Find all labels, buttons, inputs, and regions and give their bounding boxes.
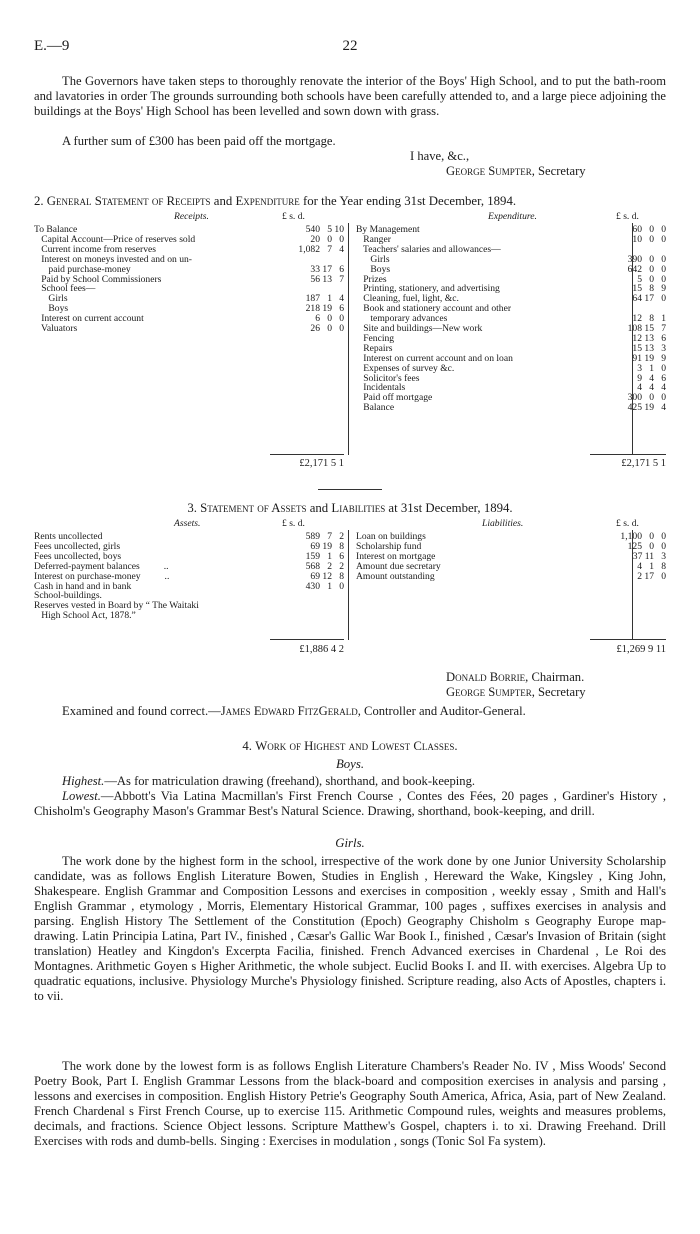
secretary-name: George Sumpter (446, 685, 532, 699)
total-rule (590, 454, 666, 455)
statement-item-amount: 4 1 8 (637, 560, 666, 572)
lowest-text: —Abbott's Via Latina Macmillan's First French Course , Contes des Fées, 20 pages , Gardiner's History , Chisholm's Geography Mason's Grammar Best's Natural Science. Drawing, shorthand, book-keeping, and drill. (34, 789, 666, 818)
chairman-role: , Chairman. (525, 670, 585, 684)
section-4-number: 4. (242, 739, 256, 753)
statement-item-label: Printing, stationery, and advertising (356, 283, 500, 295)
mortgage-paragraph: A further sum of £300 has been paid off the mortgage. (62, 134, 336, 148)
statement-item-amount: 15 8 9 (632, 283, 666, 295)
column-divider (632, 223, 633, 455)
intro-paragraph: The Governors have taken steps to thoroughly renovate the interior of the Boys' High School, and to put the bath-room and lavatories in order The grounds surrounding both schools have been carefully attended to, and a large piece adjoining the buildings at the Boys' High School has been levelled and sown down with grass. (34, 74, 666, 118)
statement-item-amount: 64 17 0 (632, 293, 666, 305)
statement-item-amount: 430 1 0 (305, 580, 344, 592)
auditor-role: , Controller and Auditor-General. (357, 704, 526, 718)
section-3-title-part1: Statement of Assets (200, 501, 307, 515)
statement-item-amount: 540 5 10 (305, 224, 344, 235)
assets-currency-heading: £ s. d. (282, 518, 305, 529)
section-2-title (34, 193, 666, 209)
boys-highest-paragraph (34, 774, 666, 789)
liabilities-total: £1,269 9 11 (616, 644, 666, 655)
section-2-title-mid: and (210, 194, 236, 208)
statement-item-amount: 589 7 2 (305, 531, 344, 542)
expenditure-currency-heading: £ s. d. (616, 211, 639, 222)
statement-item-label: Cash in hand and in bank (34, 580, 132, 592)
statement-item-label: School fees— (34, 283, 96, 295)
receipts-total: £2,171 5 1 (299, 458, 344, 469)
statement-item-amount: 9 4 6 (637, 372, 666, 384)
statement-item-label: To Balance (34, 224, 78, 235)
statement-item-label: Boys (356, 263, 391, 275)
girls-highest-paragraph: The work done by the highest form in the school, irrespective of the work done by one Junior University Scholarship candidate, was as follows English Literature Bowen, Studies in English , Hereward the Wake, Kingsley , King John, Shakespeare. English Grammar and Composition Lessons and exercises in composition , weekly essay , Smith and Hall's English Grammar , etymology , Morris, Elementary Historical Grammar, 100 pages , suffixes exercises in analysis and parsing. English History The Settlement of the Constitution (Epoch) Geography Chisholm s Geography Europe map-drawing. Latin Principia Latina, Part IV., finished , Cæsar's Gallic War Book I., finished , Cæsar's Invasion of Britain (sight translation) Heatley and Kingdon's Excerpta Facilia, finished. French Advanced exercises in Chardenal , Le Roi des Montagnes. Arithmetic Goyen s Higher Arithmetic, the whole subject. Euclid Books I. and II. with exercises. Algebra Up to quadratic equations, inclusive. Physiology Murche's Physiology finished. Scripture reading, also Acts of Apostles, chapters i. to vii. (34, 854, 666, 1003)
statement-item-amount: 10 0 0 (632, 233, 666, 245)
sign-off: I have, &c., (410, 149, 470, 163)
statement-item-amount: 108 15 7 (627, 323, 666, 334)
statement-item-label: Expenses of survey &c. (356, 362, 455, 374)
statement-item-label: By Management (356, 224, 420, 235)
section-3-title-part2: Liabilities (331, 501, 386, 515)
statement-item-amount: 37 11 3 (632, 550, 666, 562)
statement-item-label: Scholarship fund (356, 540, 422, 552)
signature-name: George Sumpter (446, 164, 532, 178)
statement-item-amount: 12 13 6 (632, 332, 666, 344)
statement-item-label: Girls (356, 253, 390, 265)
audit-prefix: Examined and found correct.— (62, 704, 221, 718)
column-divider (632, 530, 633, 640)
section-3-title (34, 500, 666, 516)
statement-item-amount: 20 0 0 (310, 233, 344, 245)
section-2-title-part2: Expenditure (235, 194, 300, 208)
section-separator (318, 489, 382, 490)
page-number: 22 (342, 38, 358, 54)
statement-item-amount: 15 13 3 (632, 342, 666, 354)
statement-item-label: Reserves vested in Board by “ The Waitaki (34, 600, 199, 612)
statement-item-amount: 425 19 4 (627, 402, 666, 414)
section-3-title-suffix: at 31st December, 1894. (385, 501, 513, 515)
statement-item-label: Book and stationery account and other (356, 303, 512, 315)
liabilities-currency-heading: £ s. d. (616, 518, 639, 529)
column-divider (348, 223, 349, 455)
statement-item-label: Fees uncollected, boys (34, 550, 122, 562)
statement-item-amount: 91 19 9 (632, 352, 666, 364)
statement-item-label: Interest on moneys invested and on un- (34, 253, 192, 265)
girls-lowest-paragraph: The work done by the lowest form is as follows English Literature Chambers's Reader No. IV , Miss Woods' Second Poetry Book, Part I. English Grammar Lessons from the black-board and composition exercises in analysis and parsing , lessons and exercises in composition. English History Petrie's Geography South America, Africa, Asia, part of New Zealand. French Chardenal s First French Course, up to exercise 115. Arithmetic Compound rules, weights and measures problems, decimals, and fractions. Science Object lessons. Scripture Matthew's Gospel, chapters i. to xi. Drawing Freehand. Drill Exercises with rods and dumb-bells. Singing : Exercises in modulation , songs (Tonic Sol Fa system). (34, 1059, 666, 1148)
statement-item-label: Interest on purchase-money .. (34, 570, 170, 582)
secretary-role: , Secretary (531, 685, 586, 699)
statement-item-label: Incidentals (356, 382, 406, 394)
statement-item-amount: 12 8 1 (632, 313, 666, 325)
statement-item-label: Site and buildings—New work (356, 323, 483, 334)
highest-label: Highest. (62, 774, 105, 788)
receipts-expenditure-statement (34, 211, 666, 481)
receipts-heading: Receipts. (174, 211, 209, 222)
statement-item-label: Balance (356, 402, 395, 414)
report-code: E.—9 (34, 38, 70, 54)
statement-item-label: Teachers' salaries and allowances— (356, 243, 501, 255)
total-rule (270, 639, 344, 640)
statement-item-amount: 69 19 8 (310, 540, 344, 552)
chairman-name: Donald Borrie (446, 670, 526, 684)
section-2-number: 2. (34, 194, 47, 208)
girls-heading: Girls. (335, 836, 365, 850)
column-divider (348, 530, 349, 640)
statement-item-label: Repairs (356, 342, 393, 354)
statement-item-amount: 300 0 0 (627, 392, 666, 404)
statement-item-amount: 568 2 2 (305, 560, 344, 572)
lowest-label: Lowest. (62, 789, 101, 803)
statement-item-label: Interest on mortgage (356, 550, 436, 562)
secretary-signature (446, 685, 586, 700)
statement-item-label: Rents uncollected (34, 531, 103, 542)
expenditure-heading: Expenditure. (488, 211, 537, 222)
statement-item-label: Interest on current account and on loan (356, 352, 513, 364)
chairman-signature (446, 670, 584, 685)
statement-item-amount: 33 17 6 (310, 263, 344, 275)
statement-item-amount: 26 0 0 (310, 323, 344, 334)
signature-role: , Secretary (531, 164, 586, 178)
statement-item-label: Boys (34, 303, 69, 315)
statement-item-amount: 56 13 7 (310, 273, 344, 285)
section-3-number: 3. (187, 501, 201, 515)
statement-item-label: Amount outstanding (356, 570, 435, 582)
section-4-title (34, 738, 666, 754)
statement-item-amount: 2 17 0 (637, 570, 666, 582)
statement-item-amount: 218 19 6 (305, 303, 344, 315)
total-rule (590, 639, 666, 640)
highest-text: —As for matriculation drawing (freehand), shorthand, and book-keeping. (104, 774, 476, 788)
assets-heading: Assets. (174, 518, 201, 529)
statement-item-amount: 390 0 0 (627, 253, 666, 265)
receipts-currency-heading: £ s. d. (282, 211, 305, 222)
statement-item-label: Loan on buildings (356, 531, 426, 542)
section-2-title-part1: General Statement of Receipts (46, 194, 211, 208)
statement-item-label: Valuators (34, 323, 78, 334)
statement-item-label: Paid off mortgage (356, 392, 433, 404)
page-header (34, 38, 666, 58)
statement-item-label: Paid by School Commissioners (34, 273, 162, 285)
auditor-name: James Edward FitzGerald (220, 704, 358, 718)
statement-item-label: Interest on current account (34, 313, 144, 325)
statement-item-amount: 69 12 8 (310, 570, 344, 582)
section-2-title-suffix: for the Year ending 31st December, 1894. (299, 194, 517, 208)
statement-item-amount: 60 0 0 (632, 224, 666, 235)
expenditure-total: £2,171 5 1 (621, 458, 666, 469)
intro-signature (446, 164, 586, 179)
section-3-title-mid: and (306, 501, 332, 515)
statement-item-amount: 1,100 0 0 (620, 531, 666, 542)
liabilities-heading: Liabilities. (482, 518, 524, 529)
total-rule (270, 454, 344, 455)
statement-item-label: temporary advances (356, 313, 448, 325)
statement-item-label: paid purchase-money (34, 263, 131, 275)
statement-item-amount: 159 1 6 (305, 550, 344, 562)
statement-item-label: Fees uncollected, girls (34, 540, 121, 552)
statement-item-amount: 6 0 0 (315, 313, 344, 325)
audit-statement (62, 704, 526, 719)
boys-lowest-paragraph (34, 789, 666, 819)
statement-item-label: Capital Account—Price of reserves sold (34, 233, 196, 245)
statement-item-label: Ranger (356, 233, 391, 245)
statement-item-amount: 5 0 0 (637, 273, 666, 285)
statement-item-amount: 187 1 4 (305, 293, 344, 305)
section-4-title-text: Work of Highest and Lowest Classes. (255, 739, 458, 753)
assets-liabilities-statement (34, 518, 666, 662)
statement-item-label: Current income from reserves (34, 243, 157, 255)
statement-item-label: High School Act, 1878.” (34, 610, 136, 622)
statement-item-label: Fencing (356, 332, 395, 344)
statement-item-label: Deferred-payment balances .. (34, 560, 169, 572)
boys-heading: Boys. (335, 757, 365, 771)
statement-item-label: Cleaning, fuel, light, &c. (356, 293, 459, 305)
statement-item-label: School-buildings. (34, 590, 102, 602)
statement-item-amount: 3 1 0 (637, 362, 666, 374)
statement-item-label: Girls (34, 293, 68, 305)
assets-total: £1,886 4 2 (299, 644, 344, 655)
statement-item-amount: 4 4 4 (637, 382, 666, 394)
statement-item-label: Amount due secretary (356, 560, 441, 572)
statement-item-amount: 642 0 0 (627, 263, 666, 275)
statement-item-amount: 125 0 0 (627, 540, 666, 552)
statement-item-amount: 1,082 7 4 (298, 243, 344, 255)
statement-item-label: Solicitor's fees (356, 372, 420, 384)
statement-item-label: Prizes (356, 273, 387, 285)
